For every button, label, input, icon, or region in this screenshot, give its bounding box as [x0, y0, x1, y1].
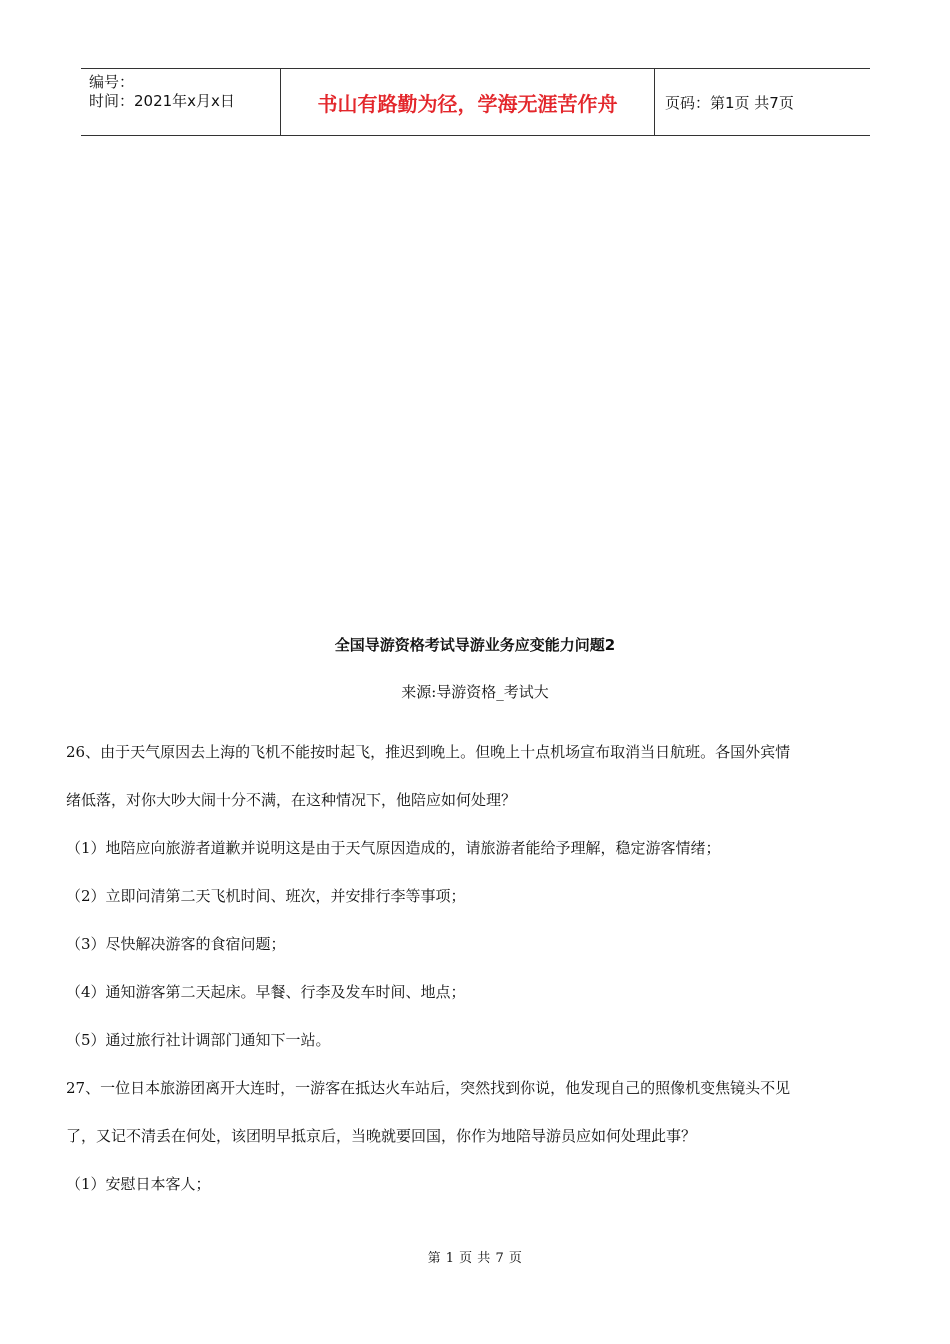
header-table [81, 68, 870, 136]
serial-number-label: 编号： [89, 73, 135, 91]
body-line: （4）通知游客第二天起床。早餐、行李及发车时间、地点； [66, 983, 466, 1001]
header-motto-cell [281, 69, 655, 135]
body-line: 26、由于天气原因去上海的飞机不能按时起飞，推迟到晚上。但晚上十点机场宣布取消当日航班。各国外宾情 [66, 743, 791, 761]
body-line: 绪低落，对你大吵大闹十分不满，在这种情况下，他陪应如何处理？ [66, 791, 517, 809]
page-footer: 第 1 页 共 7 页 [427, 1251, 523, 1266]
body-line: （3）尽快解决游客的食宿问题； [66, 935, 286, 953]
time-label: 时间：2021年x月x日 [89, 92, 235, 110]
body-line: （1）安慰日本客人； [66, 1175, 211, 1193]
body-line: （5）通过旅行社计调部门通知下一站。 [66, 1031, 331, 1049]
page-info: 页码：第1页 共7页 [665, 93, 794, 112]
document-source: 来源:导游资格_考试大 [401, 683, 549, 701]
header-meta-cell [81, 69, 281, 135]
body-line: （2）立即问清第二天飞机时间、班次，并安排行李等事项； [66, 887, 466, 905]
motto-text: 书山有路勤为径，学海无涯苦作舟 [317, 91, 618, 116]
body-line: （1）地陪应向旅游者道歉并说明这是由于天气原因造成的，请旅游者能给予理解，稳定游客情绪； [66, 839, 721, 857]
body-line: 27、一位日本旅游团离开大连时，一游客在抵达火车站后，突然找到你说，他发现自己的照像机变焦镜头不见 [66, 1079, 791, 1097]
document-body [66, 728, 886, 1208]
body-line: 了，又记不清丢在何处，该团明早抵京后，当晚就要回国，你作为地陪导游员应如何处理此事？ [66, 1127, 697, 1145]
header-page-cell [655, 69, 870, 135]
document-title: 全国导游资格考试导游业务应变能力问题2 [334, 636, 616, 654]
